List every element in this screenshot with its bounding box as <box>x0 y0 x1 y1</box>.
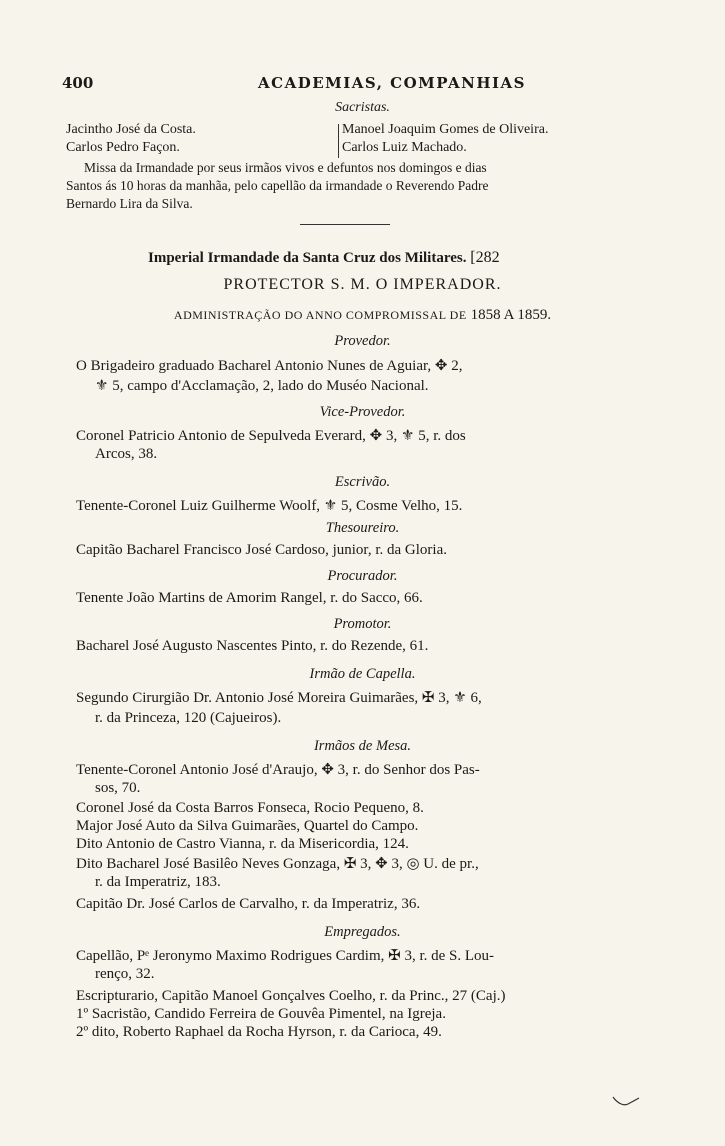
entry-line: Capitão Dr. José Carlos de Carvalho, r. da Imperatriz, 36. <box>76 896 421 912</box>
entry-line: Coronel José da Costa Barros Fonseca, Rocio Pequeno, 8. <box>76 800 424 816</box>
entry-line: Escripturario, Capitão Manoel Gonçalves Coelho, r. da Princ., 27 (Caj.) <box>76 988 506 1004</box>
entry-line: Capitão Bacharel Francisco José Cardoso, junior, r. da Gloria. <box>76 542 447 558</box>
administracao-years: 1858 A 1859. <box>470 307 552 323</box>
entry-continuation: renço, 32. <box>95 966 155 982</box>
role-heading: Thesoureiro. <box>325 520 400 536</box>
sacristan-3: Manoel Joaquim Gomes de Oliveira. <box>342 122 549 137</box>
role-heading: Escrivão. <box>334 474 391 490</box>
sacristan-4: Carlos Luiz Machado. <box>342 140 467 155</box>
protector-line: PROTECTOR S. M. O IMPERADOR. <box>223 276 502 293</box>
entry-line: 2º dito, Roberto Raphael da Rocha Hyrson, r. da Carioca, 49. <box>76 1024 442 1040</box>
role-heading: Irmãos de Mesa. <box>313 738 412 754</box>
entry-line: Tenente João Martins de Amorim Rangel, r. do Sacco, 66. <box>76 590 423 606</box>
running-title: ACADEMIAS, COMPANHIAS <box>258 74 526 92</box>
entry-line: Bacharel José Augusto Nascentes Pinto, r. do Rezende, 61. <box>76 638 429 654</box>
imperial-number: [282 <box>470 249 500 266</box>
administracao-line <box>0 306 725 324</box>
sacristan-2: Carlos Pedro Façon. <box>66 140 180 155</box>
role-heading: Irmão de Capella. <box>309 666 416 682</box>
column-divider <box>338 124 339 158</box>
entry-continuation: r. da Imperatriz, 183. <box>95 874 221 890</box>
entry-line: O Brigadeiro graduado Bacharel Antonio Nunes de Aguiar, ✥ 2, <box>76 358 463 374</box>
sacristan-1: Jacintho José da Costa. <box>66 122 196 137</box>
entry-line: Capellão, Pᵉ Jeronymo Maximo Rodrigues Cardim, ✠ 3, r. de S. Lou- <box>76 948 495 964</box>
role-heading: Promotor. <box>333 616 392 632</box>
entry-continuation: sos, 70. <box>95 780 141 796</box>
sacristas-heading: Sacristas. <box>335 100 390 115</box>
page-header <box>62 74 652 96</box>
imperial-title-text: Imperial Irmandade da Santa Cruz dos Militares. <box>148 250 467 266</box>
entry-line: Coronel Patricio Antonio de Sepulveda Everard, ✥ 3, ⚜ 5, r. dos <box>76 428 466 444</box>
role-heading: Empregados. <box>324 924 401 940</box>
entry-line: Tenente-Coronel Luiz Guilherme Woolf, ⚜ 5, Cosme Velho, 15. <box>76 498 463 514</box>
entry-continuation: r. da Princeza, 120 (Cajueiros). <box>95 710 282 726</box>
role-heading: Vice-Provedor. <box>319 404 406 420</box>
section-rule <box>300 224 390 225</box>
check-mark-icon <box>612 1094 640 1108</box>
entry-continuation: Arcos, 38. <box>95 446 158 462</box>
entry-line: Major José Auto da Silva Guimarães, Quartel do Campo. <box>76 818 419 834</box>
imperial-title <box>148 249 500 267</box>
entry-line: Segundo Cirurgião Dr. Antonio José Moreira Guimarães, ✠ 3, ⚜ 6, <box>76 690 482 706</box>
entry-continuation: ⚜ 5, campo d'Acclamação, 2, lado do Muséo Nacional. <box>95 378 429 394</box>
entry-line: Dito Antonio de Castro Vianna, r. da Misericordia, 124. <box>76 836 409 852</box>
role-heading: Provedor. <box>334 333 391 349</box>
missa-line-1: Missa da Irmandade por seus irmãos vivos e defuntos nos domingos e dias <box>84 160 487 175</box>
administracao-text: ADMINISTRAÇÃO DO ANNO COMPROMISSAL DE <box>173 308 467 322</box>
page-number: 400 <box>62 74 94 92</box>
missa-line-2: Santos ás 10 horas da manhãa, pelo capellão da irmandade o Reverendo Padre <box>66 178 489 193</box>
entry-line: Dito Bacharel José Basilêo Neves Gonzaga, ✠ 3, ✥ 3, ◎ U. de pr., <box>76 856 479 872</box>
role-heading: Procurador. <box>327 568 398 584</box>
entry-line: 1º Sacristão, Candido Ferreira de Gouvêa Pimentel, na Igreja. <box>76 1006 446 1022</box>
entry-line: Tenente-Coronel Antonio José d'Araujo, ✥ 3, r. do Senhor dos Pas- <box>76 762 480 778</box>
missa-line-3: Bernardo Lira da Silva. <box>66 196 193 211</box>
